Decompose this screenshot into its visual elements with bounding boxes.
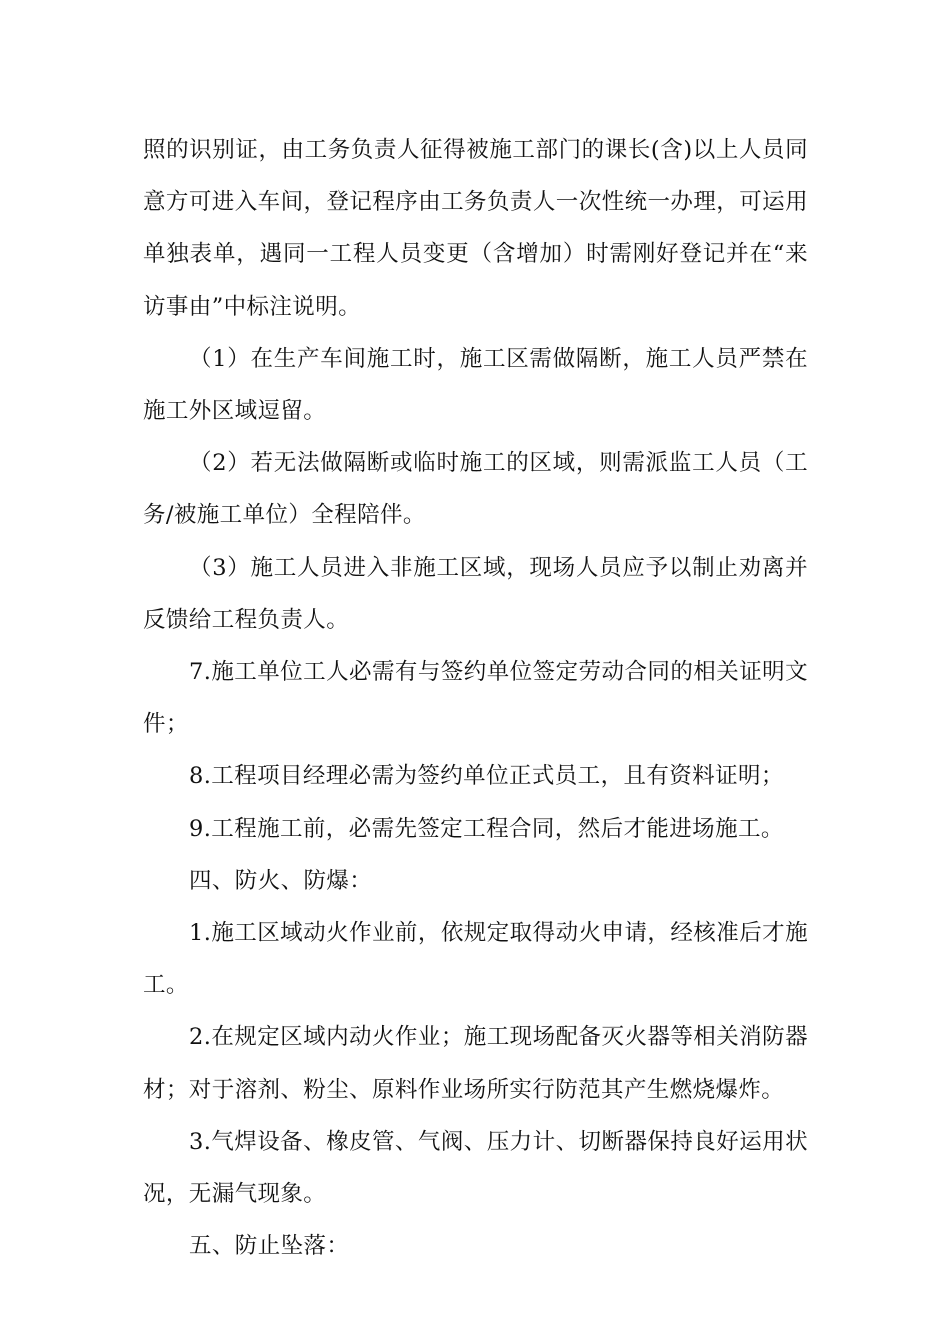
paragraph-rule-7: 7.施工单位工人必需有与签约单位签定劳动合同的相关证明文件； [143, 659, 808, 738]
paragraph-fire-rule-2: 2.在规定区域内动火作业；施工现场配备灭火器等相关消防器材；对于溶剂、粉尘、原料作业场所实行防范其产生燃烧爆炸。 [143, 1024, 808, 1103]
paragraph-rule-8: 8.工程项目经理必需为签约单位正式员工，且有资料证明； [189, 763, 784, 790]
paragraph-item-3-non-construction-area: （3）施工人员进入非施工区域，现场人员应予以制止劝离并反馈给工程负责人。 [143, 554, 808, 633]
paragraph-item-2-supervision: （2）若无法做隔断或临时施工的区域，则需派监工人员（工务/被施工单位）全程陪伴。 [143, 450, 808, 529]
section-heading-fire-explosion: 四、防火、防爆： [189, 867, 373, 894]
document-body [143, 124, 808, 1272]
paragraph-fire-rule-1: 1.施工区域动火作业前，依规定取得动火申请，经核准后才施工。 [143, 920, 808, 999]
section-heading-fall-prevention: 五、防止坠落： [189, 1233, 350, 1260]
paragraph-fire-rule-3: 3.气焊设备、橡皮管、气阀、压力计、切断器保持良好运用状况，无漏气现象。 [143, 1128, 808, 1208]
paragraph-rule-9: 9.工程施工前，必需先签定工程合同，然后才能进场施工。 [189, 815, 784, 842]
paragraph-visitor-registration: 照的识别证，由工务负责人征得被施工部门的课长(含)以上人员同意方可进入车间，登记程序由工务负责人一次性统一办理，可运用单独表单，遇同一工程人员变更（含增加）时需刚好登记并在“来访事由”中标注说明。 [143, 137, 808, 320]
paragraph-item-1-partition: （1）在生产车间施工时，施工区需做隔断，施工人员严禁在施工外区域逗留。 [143, 345, 808, 425]
